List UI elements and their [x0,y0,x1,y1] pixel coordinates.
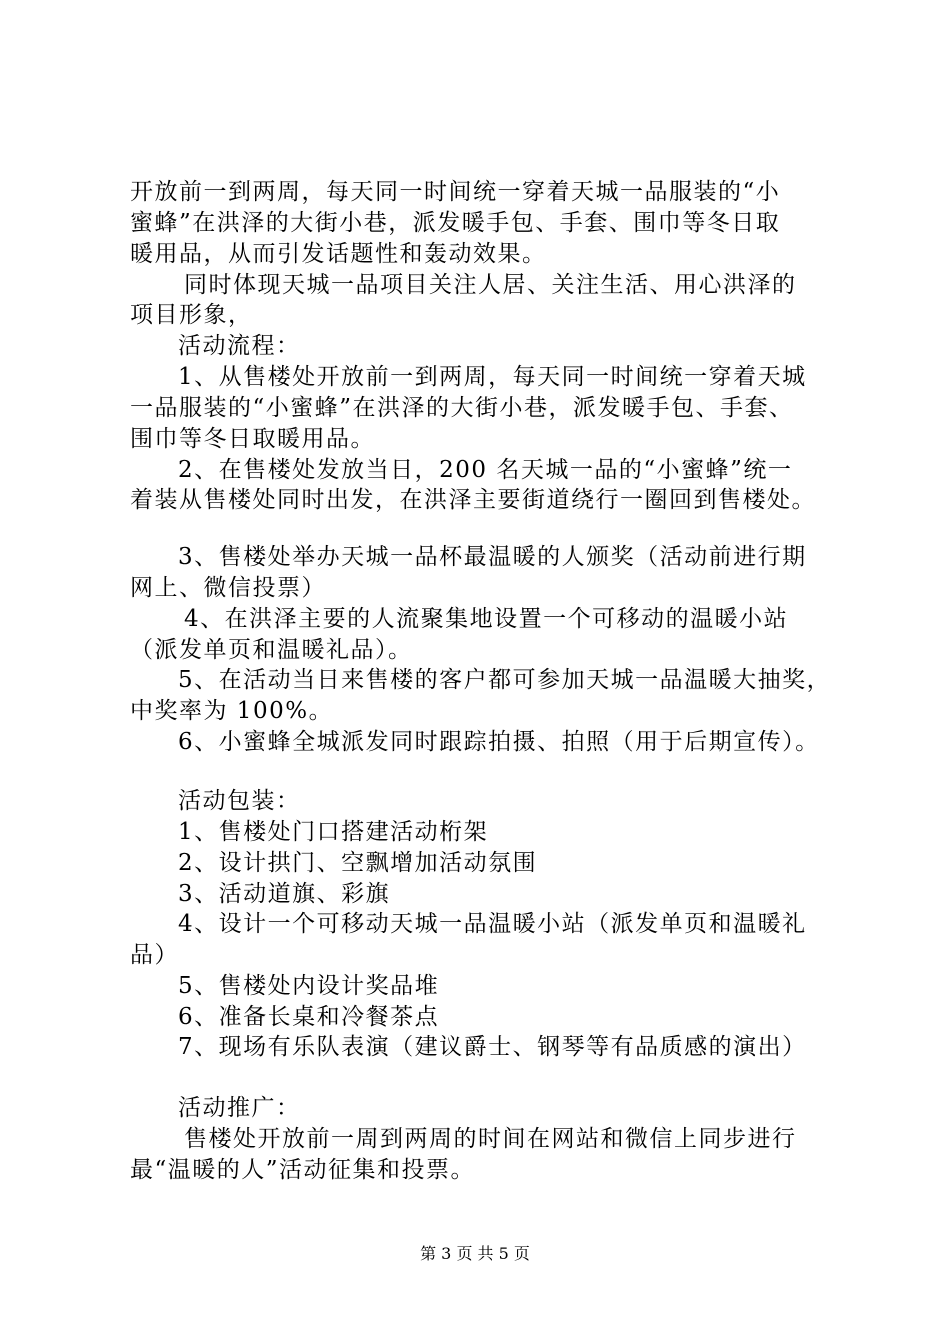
body-text-line: 同时体现天城一品项目关注人居、关注生活、用心洪泽的 [184,272,797,298]
body-text-line: 项目形象， [130,302,253,328]
list-item-continuation: （派发单页和温暖礼品）。 [130,637,413,663]
list-item: 2、设计拱门、空飘增加活动氛围 [178,850,538,876]
list-item-continuation: 一品服装的“小蜜蜂”在洪泽的大街小巷，派发暖手包、手套、 [130,395,794,421]
list-item: 4、设计一个可移动天城一品温暖小站（派发单页和温暖礼 [178,911,807,937]
section-heading: 活动包装： [178,788,301,814]
list-item: 2、在售楼处发放当日，200 名天城一品的“小蜜蜂”统一 [178,457,793,483]
list-item-continuation: 品） [130,942,179,968]
body-text-line: 暖用品，从而引发话题性和轰动效果。 [130,241,547,267]
body-text-line: 开放前一到两周，每天同一时间统一穿着天城一品服装的“小 [130,179,781,205]
section-heading: 活动推广： [178,1095,301,1121]
body-text-line: 最“温暖的人”活动征集和投票。 [130,1157,476,1183]
list-item: 7、现场有乐队表演（建议爵士、钢琴等有品质感的演出） [178,1034,807,1060]
list-item: 1、从售楼处开放前一到两周，每天同一时间统一穿着天城 [178,364,807,390]
list-item-continuation: 中奖率为 100%。 [130,698,334,724]
list-item: 5、在活动当日来售楼的客户都可参加天城一品温暖大抽奖， [178,667,832,693]
list-item: 1、售楼处门口搭建活动桁架 [178,819,489,845]
list-item: 6、准备长桌和冷餐茶点 [178,1004,440,1030]
body-text-line: 蜜蜂”在洪泽的大街小巷，派发暖手包、手套、围巾等冬日取 [130,210,781,236]
list-item-continuation: 网上、微信投票） [130,575,326,601]
page-footer: 第 3 页 共 5 页 [420,1244,530,1263]
list-item-continuation: 围巾等冬日取暖用品。 [130,426,375,452]
list-item: 4、在洪泽主要的人流聚集地设置一个可移动的温暖小站 [184,606,789,632]
list-item: 6、小蜜蜂全城派发同时跟踪拍摄、拍照（用于后期宣传）。 [178,729,820,755]
list-item: 3、售楼处举办天城一品杯最温暖的人颁奖（活动前进行期 [178,544,807,570]
section-heading: 活动流程： [178,333,301,359]
list-item-continuation: 着装从售楼处同时出发，在洪泽主要街道绕行一圈回到售楼处。 [130,487,816,513]
list-item: 5、售楼处内设计奖品堆 [178,973,440,999]
list-item: 3、活动道旗、彩旗 [178,881,391,907]
body-text-line: 售楼处开放前一周到两周的时间在网站和微信上同步进行 [184,1126,797,1152]
